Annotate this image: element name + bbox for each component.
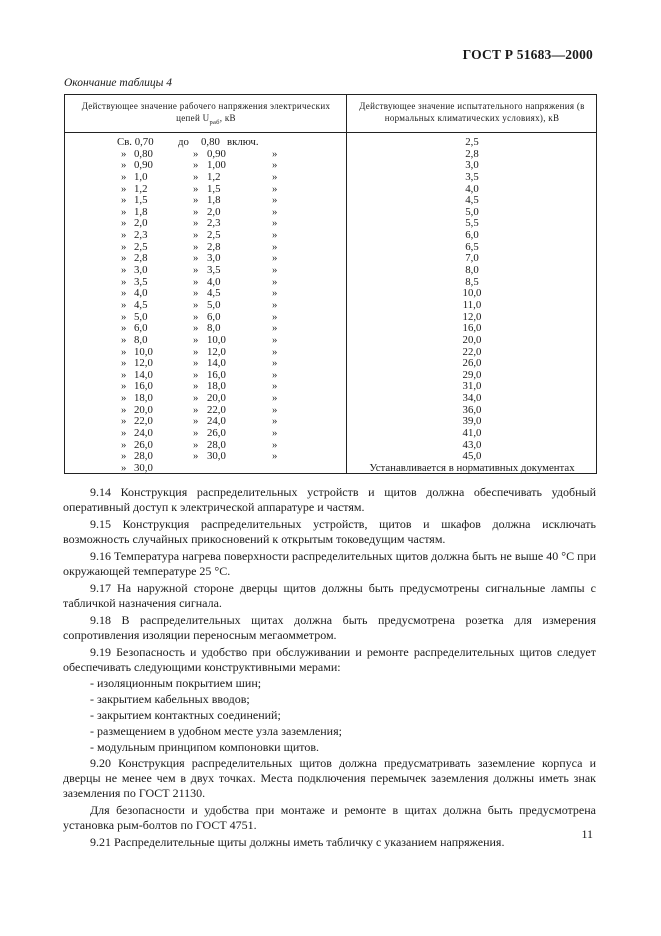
range-cell: » — [272, 310, 278, 323]
range-cell: 14,0 — [134, 368, 153, 381]
range-cell: » — [121, 333, 127, 346]
table-row — [65, 265, 596, 277]
range-cell: 28,0 — [134, 450, 153, 463]
range-cell: » — [272, 333, 278, 346]
range-cell: » — [193, 310, 199, 323]
test-voltage-cell: 6,5 — [465, 240, 479, 253]
range-cell: » — [272, 380, 278, 393]
range-cell: 4,5 — [134, 298, 148, 311]
range-cell: » — [193, 147, 199, 160]
range-cell: 0,90 — [134, 159, 153, 172]
range-cell: » — [193, 368, 199, 381]
paragraph-9-17: 9.17 На наружной стороне дверцы щитов должны быть предусмотрены сигнальные лампы с табличкой назначения сигнала. — [63, 580, 596, 610]
range-cell: » — [272, 205, 278, 218]
range-cell: 3,0 — [134, 264, 148, 277]
range-cell: 1,5 — [207, 182, 221, 195]
range-cell: 5,0 — [134, 310, 148, 323]
range-cell: » — [121, 403, 127, 416]
test-voltage-cell: 5,5 — [465, 217, 479, 230]
range-cell: » — [121, 392, 127, 405]
range-cell: 26,0 — [134, 438, 153, 451]
table-row — [65, 335, 596, 347]
test-voltage-cell: 34,0 — [462, 392, 482, 405]
range-cell: » — [272, 240, 278, 253]
range-cell: 18,0 — [134, 392, 153, 405]
range-cell: » — [272, 217, 278, 230]
table-row — [65, 428, 596, 440]
range-cell: » — [121, 298, 127, 311]
range-cell: » — [272, 182, 278, 195]
range-cell: 6,0 — [134, 322, 148, 335]
range-cell: » — [193, 450, 199, 463]
range-cell: » — [272, 427, 278, 440]
range-cell: 20,0 — [207, 392, 226, 405]
list-item: - закрытием кабельных вводов; — [90, 692, 250, 707]
range-cell: 24,0 — [207, 415, 226, 428]
range-cell: » — [193, 427, 199, 440]
range-cell: » — [272, 403, 278, 416]
range-cell: » — [193, 205, 199, 218]
list-item: - модульным принципом компоновки щитов. — [90, 740, 320, 754]
range-cell: » — [272, 345, 278, 358]
range-cell: » — [121, 461, 127, 474]
test-voltage-cell: 31,0 — [462, 380, 482, 393]
range-cell: 10,0 — [134, 345, 153, 358]
range-cell: » — [193, 380, 199, 393]
range-cell: » — [121, 147, 127, 160]
range-cell: 1,00 — [207, 159, 226, 172]
range-cell: » — [121, 310, 127, 323]
range-cell: » — [272, 194, 278, 207]
list-item: - изоляционным покрытием шин; — [90, 676, 262, 691]
test-voltage-cell: 20,0 — [462, 333, 482, 346]
range-cell: 3,5 — [207, 264, 221, 277]
range-cell: » — [193, 392, 199, 405]
range-cell: 18,0 — [207, 380, 226, 393]
range-cell: » — [193, 264, 199, 277]
paragraph-9-15: 9.15 Конструкция распределительных устройств, щитов и шкафов должна исключать возможность случайных прикосновений к открытым токоведущим частям. — [63, 516, 596, 547]
range-cell: 2,8 — [134, 252, 148, 265]
range-cell: 14,0 — [207, 357, 226, 370]
range-cell: » — [193, 170, 199, 183]
table-row — [65, 393, 596, 405]
range-cell: » — [121, 450, 127, 463]
paragraph-9-14: 9.14 Конструкция распределительных устройств и щитов должна обеспечивать удобный оперативный доступ к электрической аппаратуре и частям. — [63, 485, 596, 515]
range-cell: » — [272, 287, 278, 300]
document-number: ГОСТ Р 51683—2000 — [462, 47, 593, 62]
range-cell: 2,0 — [134, 217, 148, 230]
range-cell: » — [121, 357, 127, 370]
range-cell: 30,0 — [207, 450, 226, 463]
range-cell: 12,0 — [134, 357, 153, 370]
range-cell: 26,0 — [207, 427, 226, 440]
table-body — [65, 137, 596, 475]
range-cell: » — [193, 298, 199, 311]
range-cell: » — [121, 345, 127, 358]
range-cell: » — [193, 415, 199, 428]
range-cell: 4,0 — [134, 287, 148, 300]
test-voltage-cell: 3,0 — [465, 159, 479, 172]
range-cell: » — [121, 438, 127, 451]
range-cell: 1,0 — [134, 170, 148, 183]
test-voltage-cell: 36,0 — [462, 403, 482, 416]
test-voltage-cell: 16,0 — [462, 322, 482, 335]
test-voltage-cell: 41,0 — [462, 427, 482, 440]
range-cell: » — [193, 438, 199, 451]
test-voltage-cell: 11,0 — [462, 298, 482, 311]
range-cell: » — [193, 217, 199, 230]
range-cell: » — [193, 275, 199, 288]
range-cell: » — [272, 450, 278, 463]
range-cell: 4,0 — [207, 275, 221, 288]
range-cell: » — [272, 368, 278, 381]
range-cell: 22,0 — [207, 403, 226, 416]
range-cell: » — [121, 170, 127, 183]
range-cell: 0,80 — [201, 136, 220, 148]
range-cell: » — [272, 229, 278, 242]
range-cell: » — [272, 322, 278, 335]
range-cell: » — [121, 217, 127, 230]
range-cell: » — [121, 252, 127, 265]
range-cell: » — [193, 159, 199, 172]
range-cell: » — [272, 298, 278, 311]
range-cell: » — [272, 275, 278, 288]
test-voltage-cell: 4,0 — [465, 182, 479, 195]
range-cell: 2,3 — [207, 217, 221, 230]
range-cell: » — [193, 229, 199, 242]
range-cell: » — [193, 345, 199, 358]
table-row — [65, 172, 596, 184]
test-voltage-cell: 4,5 — [465, 194, 479, 207]
voltage-table — [64, 94, 597, 474]
range-cell: 16,0 — [134, 380, 153, 393]
range-cell: 16,0 — [207, 368, 226, 381]
range-cell: 2,0 — [207, 205, 221, 218]
test-voltage-cell: 43,0 — [462, 438, 482, 451]
range-cell: » — [121, 275, 127, 288]
range-cell: 1,8 — [207, 194, 221, 207]
test-voltage-cell: 6,0 — [465, 229, 479, 242]
range-cell: » — [272, 357, 278, 370]
range-cell: » — [272, 438, 278, 451]
test-voltage-cell: 5,0 — [465, 205, 479, 218]
range-cell: » — [121, 380, 127, 393]
paragraph-9-21: 9.21 Распределительные щиты должны иметь табличку с указанием напряжения. — [90, 834, 505, 849]
range-cell: » — [193, 357, 199, 370]
range-cell: » — [193, 252, 199, 265]
table-row — [65, 137, 596, 149]
range-cell: 28,0 — [207, 438, 226, 451]
range-cell: » — [121, 229, 127, 242]
range-cell: 6,0 — [207, 310, 221, 323]
range-cell: 5,0 — [207, 298, 221, 311]
range-cell: » — [272, 392, 278, 405]
range-cell: 2,5 — [207, 229, 221, 242]
table-row — [65, 463, 596, 475]
range-cell: » — [193, 287, 199, 300]
range-cell: 2,5 — [134, 240, 148, 253]
test-voltage-cell: 10,0 — [462, 287, 482, 300]
paragraph-9-20: 9.20 Конструкция распределительных щитов должна предусматривать заземление корпуса и дверцы не менее чем в двух точках. Места подключения перемычек заземления должны иметь знак заземления по ГОСТ 21130. — [63, 755, 596, 801]
range-cell: 30,0 — [134, 461, 153, 474]
list-item: - размещением в удобном месте узла заземления; — [90, 724, 342, 739]
range-cell: 8,0 — [207, 322, 221, 335]
test-voltage-cell: 39,0 — [462, 415, 482, 428]
range-cell: » — [121, 194, 127, 207]
range-cell: включ. — [227, 136, 259, 148]
range-cell: » — [121, 240, 127, 253]
document-body — [63, 485, 596, 852]
range-cell: 2,8 — [207, 240, 221, 253]
range-cell: 1,2 — [134, 182, 148, 195]
range-cell: » — [121, 415, 127, 428]
range-cell: » — [193, 322, 199, 335]
range-cell: » — [193, 403, 199, 416]
range-cell: » — [272, 159, 278, 172]
range-cell: 24,0 — [134, 427, 153, 440]
paragraph-9-18: 9.18 В распределительных щитах должна быть предусмотрена розетка для измерения сопротивления изоляции переносным мегаомметром. — [63, 612, 596, 642]
range-cell: » — [272, 170, 278, 183]
range-cell: » — [193, 182, 199, 195]
range-cell: 1,5 — [134, 194, 148, 207]
range-cell: 8,0 — [134, 333, 148, 346]
test-voltage-cell: 26,0 — [462, 357, 482, 370]
range-cell: » — [121, 205, 127, 218]
range-cell: » — [272, 264, 278, 277]
range-cell: » — [272, 252, 278, 265]
range-cell: 10,0 — [207, 333, 226, 346]
range-cell: » — [121, 427, 127, 440]
table-caption: Окончание таблицы 4 — [64, 77, 172, 89]
range-cell: » — [193, 240, 199, 253]
range-cell: Св. 0,70 — [117, 136, 154, 148]
range-cell: » — [272, 415, 278, 428]
range-cell: 12,0 — [207, 345, 226, 358]
test-voltage-cell: 2,8 — [465, 147, 479, 160]
table-row — [65, 300, 596, 312]
test-voltage-cell: 45,0 — [462, 450, 482, 463]
range-cell: 2,3 — [134, 229, 148, 242]
test-voltage-cell: 12,0 — [462, 310, 482, 323]
range-cell: 3,5 — [134, 275, 148, 288]
page-number: 11 — [581, 827, 593, 841]
range-cell: » — [121, 322, 127, 335]
test-voltage-cell: Устанавливается в нормативных документах — [369, 461, 575, 474]
test-voltage-cell: 22,0 — [462, 345, 482, 358]
range-cell: » — [193, 194, 199, 207]
list-item: - закрытием контактных соединений; — [90, 708, 281, 723]
range-cell: » — [193, 333, 199, 346]
range-cell: » — [121, 182, 127, 195]
range-cell: 1,8 — [134, 205, 148, 218]
test-voltage-cell: 3,5 — [465, 170, 479, 183]
column-header-test-voltage: Действующее значение испытательного напряжения (в нормальных климатических условиях), кВ — [359, 101, 585, 123]
paragraph-9-16: 9.16 Температура нагрева поверхности распределительных щитов должна быть не выше 40 °С при окружающей температуре 25 °С. — [63, 548, 596, 579]
test-voltage-cell: 7,0 — [465, 252, 479, 265]
test-voltage-cell: 2,5 — [465, 136, 479, 148]
test-voltage-cell: 29,0 — [462, 368, 482, 381]
range-cell: 0,90 — [207, 147, 226, 160]
test-voltage-cell: 8,5 — [465, 275, 479, 288]
range-cell: 1,2 — [207, 170, 221, 183]
test-voltage-cell: 8,0 — [465, 264, 479, 277]
range-cell: 3,0 — [207, 252, 221, 265]
range-cell: » — [121, 287, 127, 300]
range-cell: » — [272, 147, 278, 160]
range-cell: 22,0 — [134, 415, 153, 428]
paragraph-9-20b: Для безопасности и удобства при монтаже и ремонте в щитах должна быть предусмотрена установка рым-болтов по ГОСТ 4751. — [63, 803, 596, 833]
range-cell: » — [121, 368, 127, 381]
range-cell: до — [178, 136, 189, 148]
range-cell: » — [121, 159, 127, 172]
range-cell: 20,0 — [134, 403, 153, 416]
range-cell: » — [121, 264, 127, 277]
range-cell: 0,80 — [134, 147, 153, 160]
paragraph-9-19: 9.19 Безопасность и удобство при обслуживании и ремонте распределительных щитов следует обеспечивать следующими конструктивными мерами: — [63, 644, 596, 674]
range-cell: 4,5 — [207, 287, 221, 300]
column-header-working-voltage: Действующее значение рабочего напряжения электрических цепей $U_{раб}$, кВ — [81, 101, 331, 126]
table-header-divider — [65, 132, 596, 133]
